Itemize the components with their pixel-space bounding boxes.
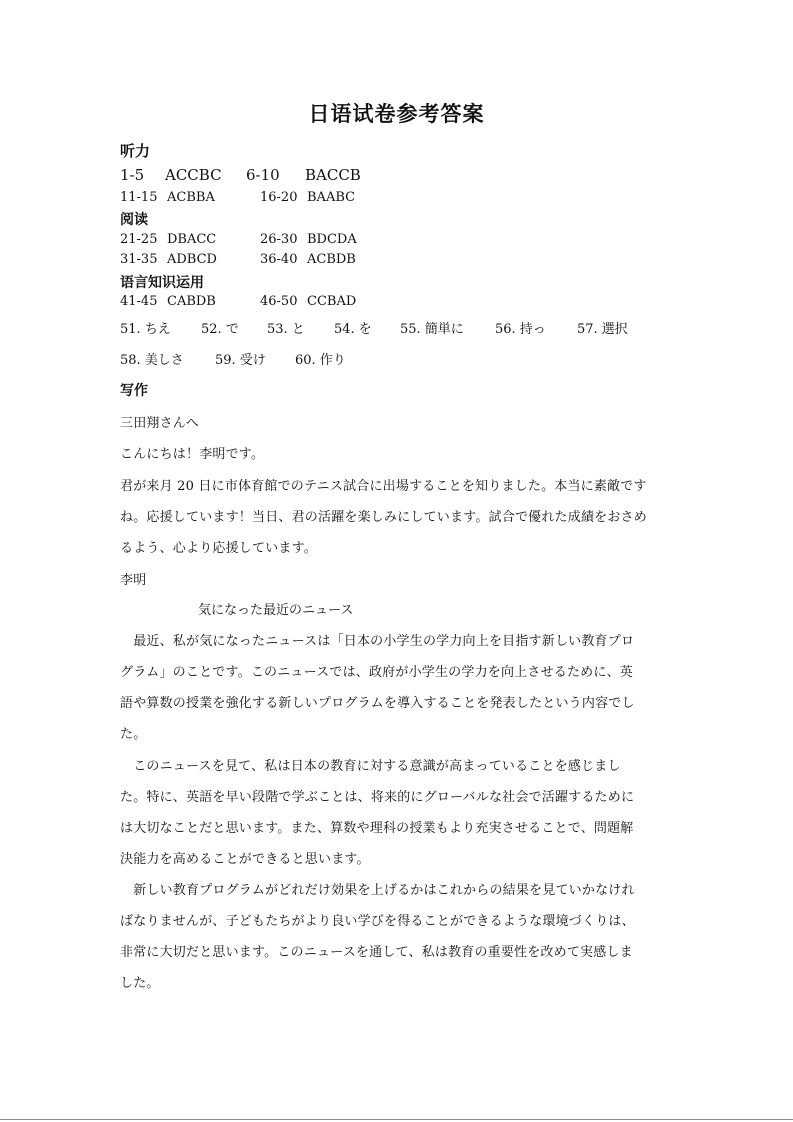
letter-signature: 李明 — [120, 573, 147, 588]
essay-line: 最近、私が気になったニュースは「日本の小学生の学力向上を目指す新しい教育プロ — [120, 634, 635, 649]
vocab-answer: 53. と — [267, 322, 305, 337]
essay-line: 新しい教育プログラムがどれだけ効果を上げるかはこれからの結果を見ていかなけれ — [120, 883, 635, 898]
answer-key: BAABC — [307, 190, 356, 205]
letter-body-line: ね。応援しています！当日、君の活躍を楽しみにしています。試合で優れた成績をおさめ — [120, 510, 647, 525]
vocab-answer: 52. で — [201, 322, 239, 337]
vocab-answer: 57. 選択 — [577, 322, 628, 337]
answer-key: ACBDB — [307, 252, 356, 267]
listening-heading: 听力 — [120, 142, 151, 160]
writing-heading: 写作 — [120, 383, 148, 399]
essay-line: 非常に大切だと思います。このニュースを通して、私は教育の重要性を改めて実感しま — [120, 945, 633, 960]
vocab-answer: 51. ちえ — [120, 322, 171, 337]
vocab-answer: 59. 受け — [215, 353, 266, 368]
essay-line: 語や算数の授業を強化する新しいプログラムを導入することを発表したという内容でし — [120, 696, 635, 711]
question-range: 26-30 — [260, 232, 298, 247]
question-range: 36-40 — [260, 252, 298, 267]
answer-key: ACCBC — [165, 166, 222, 184]
question-range: 46-50 — [260, 294, 298, 309]
letter-body-line: 君が来月 20 日に市体育館でのテニス試合に出場することを知りました。本当に素敵です — [120, 479, 647, 494]
question-range: 16-20 — [260, 190, 298, 205]
question-range: 11-15 — [120, 190, 158, 205]
vocab-answer: 56. 持っ — [495, 322, 546, 337]
reading-heading: 阅读 — [120, 212, 148, 228]
page-title: 日语试卷参考答案 — [308, 101, 485, 126]
answer-key: ACBBA — [167, 190, 215, 205]
letter-body-line: るよう、心より応援しています。 — [120, 541, 317, 556]
essay-line: した。 — [120, 976, 160, 991]
question-range: 31-35 — [120, 252, 158, 267]
page-bottom-border — [0, 1119, 793, 1120]
letter-salutation: 三田翔さんへ — [120, 416, 199, 431]
essay-line: グラム」のことです。このニュースでは、政府が小学生の学力を向上させるために、英 — [120, 665, 633, 680]
language-use-heading: 语言知识运用 — [120, 275, 204, 291]
question-range: 21-25 — [120, 232, 158, 247]
vocab-answer: 55. 簡単に — [400, 322, 464, 337]
essay-line: このニュースを見て、私は日本の教育に対する意識が高まっていることを感じまし — [120, 759, 621, 774]
answer-key: CCBAD — [307, 294, 357, 309]
essay-line: 決能力を高めることができると思います。 — [120, 852, 370, 867]
answer-key: BACCB — [305, 166, 361, 184]
answer-key: BDCDA — [307, 232, 357, 247]
essay-line: た。特に、英語を早い段階で学ぶことは、将来的にグローバルな社会で活躍するために — [120, 790, 635, 805]
vocab-answer: 58. 美しさ — [120, 353, 184, 368]
vocab-answer: 54. を — [334, 322, 372, 337]
answer-key: DBACC — [167, 232, 217, 247]
question-range: 41-45 — [120, 294, 158, 309]
essay-line: は大切なことだと思います。また、算数や理科の授業もより充実させることで、問題解 — [120, 821, 634, 836]
essay-line: た。 — [120, 727, 147, 742]
essay-line: ばなりませんが、子どもたちがより良い学びを得ることができるような環境づくりは、 — [120, 914, 635, 929]
question-range: 6-10 — [246, 166, 280, 184]
vocab-answer: 60. 作り — [295, 353, 346, 368]
answer-key: CABDB — [167, 294, 216, 309]
answer-key: ADBCD — [167, 252, 217, 267]
letter-greeting: こんにちは！李明です。 — [120, 447, 265, 462]
essay-title: 気になった最近のニュース — [198, 603, 354, 618]
question-range: 1-5 — [120, 166, 145, 184]
